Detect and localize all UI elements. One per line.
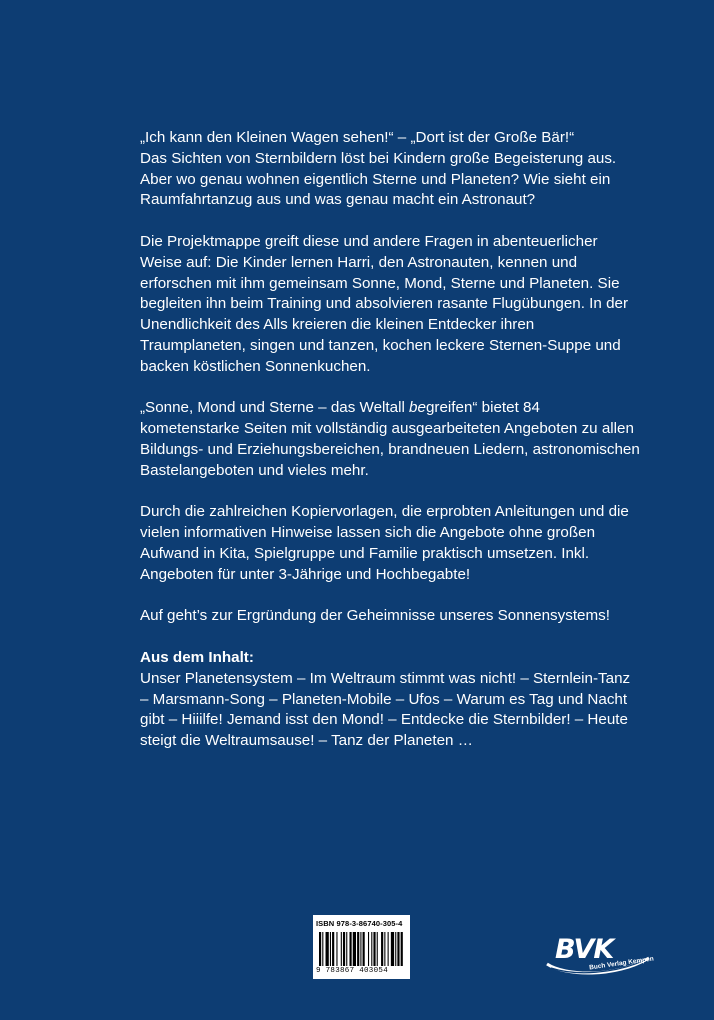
barcode-digits: 9 783867 403054 (316, 967, 389, 975)
contents-list: Unser Planetensystem – Im Weltraum stimmt was nicht! – Sternlein-Tanz – Marsmann-Song – Planeten-Mobile – Ufos – Warum es Tag und Nacht gibt – Hiiilfe! Jemand isst den Mond! – Entdecke die Sternbilder! – Heute steigt die Weltraumsause! – Tanz der Planeten … (140, 669, 631, 750)
barcode-bar (391, 932, 394, 966)
isbn-barcode-box (313, 915, 410, 979)
barcode-bar (349, 932, 351, 966)
barcode-bar (336, 932, 337, 966)
barcode-bar (377, 932, 378, 966)
intro-quote: „Ich kann den Kleinen Wagen sehen!“ – „Dort ist der Große Bär!“ (140, 129, 575, 146)
usage-paragraph: Durch die zahlreichen Kopiervorlagen, die erprobten Anleitungen und die vielen informativen Hinweise lassen sich die Angebote ohne großen Aufwand in Kita, Spielgruppe und Familie praktisch umsetzen. Inkl. Angeboten für unter 3-Jährige und Hochbegabte! (140, 503, 629, 583)
contents-heading: Aus dem Inhalt: (140, 648, 254, 666)
barcode-bar (397, 932, 399, 966)
contents-paragraph (140, 648, 640, 752)
barcode-bar (322, 932, 323, 966)
barcode-bar (363, 932, 365, 966)
logo-subtext: Buch Verlag Kempen (588, 955, 655, 972)
offer-text-start: „Sonne, Mond und Sterne – das Weltall (140, 399, 410, 417)
closing-paragraph: Auf geht’s zur Ergründung der Geheimnisse unseres Sonnensystems! (140, 607, 610, 625)
barcode-bar (343, 932, 345, 966)
barcode-bar (341, 932, 342, 966)
barcode-bar (346, 932, 347, 966)
barcode-bar (384, 932, 385, 966)
offer-text-italic: be (409, 399, 426, 417)
barcode-bar (326, 932, 329, 966)
publisher-logo (545, 930, 653, 980)
barcode-bar (395, 932, 396, 966)
back-cover-text (140, 128, 640, 773)
offer-text-end: greifen“ bietet 84 kometenstarke Seiten mit vollständig ausgearbeiteten Angeboten zu allen Bildungs- und Erziehungsbereichen, brandneuen Liedern, astronomischen Bastelangeboten und vieles mehr. (140, 399, 640, 479)
barcode-bar (360, 932, 361, 966)
barcode-bar (371, 932, 372, 966)
barcode-bar (388, 932, 389, 966)
barcode-bar (319, 932, 321, 966)
offer-paragraph (140, 398, 640, 481)
barcode-bar (332, 932, 334, 966)
barcode-bar (401, 932, 403, 966)
isbn-label: ISBN 978-3-86740-305-4 (316, 919, 403, 928)
intro-text: Das Sichten von Sternbildern löst bei Kindern große Begeisterung aus. Aber wo genau wohnen eigentlich Sterne und Planeten? Wie sieht ein Raumfahrtanzug aus und was genau macht ein Astronaut? (140, 149, 617, 209)
barcode-bar (353, 932, 356, 966)
intro-paragraph (140, 128, 640, 211)
logo-text: BVK (555, 934, 614, 965)
barcode-bar (368, 932, 369, 966)
barcode-bar (381, 932, 383, 966)
barcode-bar (330, 932, 331, 966)
barcode (319, 932, 405, 966)
barcode-bar (357, 932, 359, 966)
barcode-bar (373, 932, 375, 966)
description-paragraph: Die Projektmappe greift diese und andere Fragen in abenteuerlicher Weise auf: Die Kinder lernen Harri, den Astronauten, kennen und erforschen mit ihm gemeinsam Sonne, Mond, Sterne und Planeten. Sie begleiten ihn beim Training und absolvieren rasante Flugübungen. In der Unendlichkeit des Alls kreieren die kleinen Entdecker ihren Traumplaneten, singen und tanzen, kochen leckere Sternen-Suppe und backen köstlichen Sonnenkuchen. (140, 232, 629, 375)
